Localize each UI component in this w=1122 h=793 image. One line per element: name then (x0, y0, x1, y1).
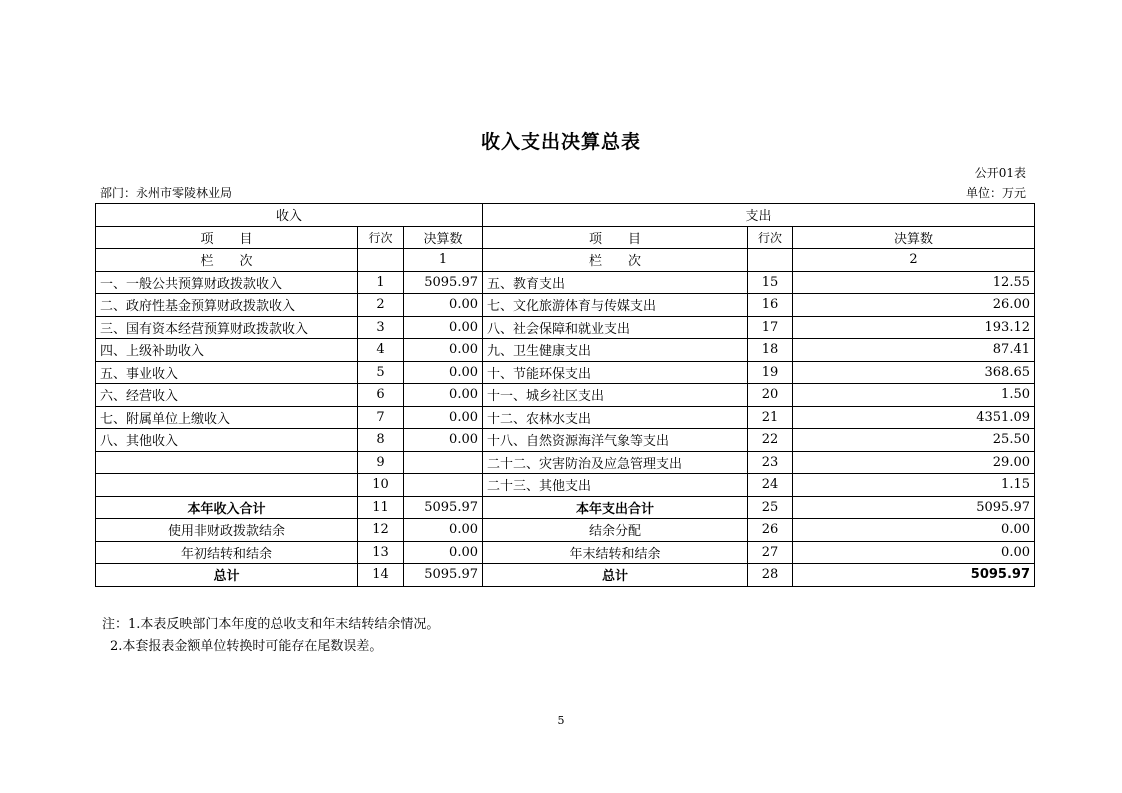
income-amount: 0.00 (404, 316, 483, 339)
income-amount: 0.00 (404, 361, 483, 384)
table-row (96, 361, 1035, 384)
table-row (96, 474, 1035, 497)
income-amount (404, 451, 483, 474)
table-row (96, 451, 1035, 474)
income-item: 八、其他收入 (96, 429, 358, 452)
income-item: 五、事业收入 (96, 361, 358, 384)
expense-line: 15 (748, 271, 793, 294)
expense-item: 九、卫生健康支出 (483, 339, 748, 362)
expense-line: 20 (748, 384, 793, 407)
header-row-column-numbers (96, 249, 1035, 272)
expense-column-number: 2 (793, 249, 1035, 272)
income-line: 9 (358, 451, 404, 474)
income-total-row (96, 496, 1035, 519)
income-item: 二、政府性基金预算财政拨款收入 (96, 294, 358, 317)
income-line: 10 (358, 474, 404, 497)
nonfiscal-label: 使用非财政拨款结余 (96, 519, 358, 542)
page-number: 5 (557, 714, 565, 727)
form-number: 公开01表 (974, 166, 1026, 180)
expense-item: 十、节能环保支出 (483, 361, 748, 384)
expense-item-header: 项 目 (483, 226, 748, 249)
table-row (96, 429, 1035, 452)
grand-expense-label: 总计 (483, 564, 748, 587)
grand-income-label: 总计 (96, 564, 358, 587)
income-item: 三、国有资本经营预算财政拨款收入 (96, 316, 358, 339)
income-column-label: 栏 次 (96, 249, 358, 272)
table-row (96, 406, 1035, 429)
distribution-amount: 0.00 (793, 519, 1035, 542)
income-item: 四、上级补助收入 (96, 339, 358, 362)
table-row (96, 271, 1035, 294)
income-amount: 0.00 (404, 384, 483, 407)
expense-amount: 1.50 (793, 384, 1035, 407)
expense-amount-header: 决算数 (793, 226, 1035, 249)
unit-label: 单位：万元 (965, 186, 1026, 200)
expense-item: 八、社会保障和就业支出 (483, 316, 748, 339)
carryover-row (96, 541, 1035, 564)
begin-label: 年初结转和结余 (96, 541, 358, 564)
expense-total-label: 本年支出合计 (483, 496, 748, 519)
income-amount-header: 决算数 (404, 226, 483, 249)
grand-expense-amount: 5095.97 (793, 564, 1035, 587)
table-row (96, 316, 1035, 339)
nonfiscal-row (96, 519, 1035, 542)
expense-line: 18 (748, 339, 793, 362)
income-amount: 0.00 (404, 406, 483, 429)
expense-item: 十八、自然资源海洋气象等支出 (483, 429, 748, 452)
grand-income-amount: 5095.97 (404, 564, 483, 587)
nonfiscal-line: 12 (358, 519, 404, 542)
income-amount (404, 474, 483, 497)
table-row (96, 294, 1035, 317)
expense-header: 支出 (483, 204, 1035, 227)
grand-total-row (96, 564, 1035, 587)
expense-line: 21 (748, 406, 793, 429)
expense-line: 17 (748, 316, 793, 339)
income-item: 一、一般公共预算财政拨款收入 (96, 271, 358, 294)
end-amount: 0.00 (793, 541, 1035, 564)
income-total-amount: 5095.97 (404, 496, 483, 519)
note-2: 2.本套报表金额单位转换时可能存在尾数误差。 (110, 639, 383, 654)
expense-amount: 1.15 (793, 474, 1035, 497)
income-amount: 0.00 (404, 294, 483, 317)
expense-item: 二十三、其他支出 (483, 474, 748, 497)
page-title: 收入支出决算总表 (480, 131, 641, 153)
income-item-header: 项 目 (96, 226, 358, 249)
end-label: 年末结转和结余 (483, 541, 748, 564)
grand-income-line: 14 (358, 564, 404, 587)
expense-line: 22 (748, 429, 793, 452)
income-item (96, 474, 358, 497)
begin-amount: 0.00 (404, 541, 483, 564)
income-line: 2 (358, 294, 404, 317)
expense-line-header: 行次 (748, 226, 793, 249)
income-amount: 0.00 (404, 429, 483, 452)
distribution-line: 26 (748, 519, 793, 542)
expense-column-label: 栏 次 (483, 249, 748, 272)
distribution-label: 结余分配 (483, 519, 748, 542)
header-row-section (96, 204, 1035, 227)
expense-amount: 368.65 (793, 361, 1035, 384)
income-line: 4 (358, 339, 404, 362)
header-row-columns (96, 226, 1035, 249)
expense-amount: 4351.09 (793, 406, 1035, 429)
department-label: 部门：永州市零陵林业局 (100, 186, 233, 200)
income-line: 8 (358, 429, 404, 452)
expense-amount: 25.50 (793, 429, 1035, 452)
income-total-line: 11 (358, 496, 404, 519)
expense-item: 十二、农林水支出 (483, 406, 748, 429)
income-header: 收入 (96, 204, 483, 227)
income-line: 5 (358, 361, 404, 384)
income-expense-table (95, 203, 1035, 587)
income-item (96, 451, 358, 474)
income-total-label: 本年收入合计 (96, 496, 358, 519)
expense-line: 24 (748, 474, 793, 497)
income-item: 七、附属单位上缴收入 (96, 406, 358, 429)
expense-item: 五、教育支出 (483, 271, 748, 294)
income-item: 六、经营收入 (96, 384, 358, 407)
nonfiscal-amount: 0.00 (404, 519, 483, 542)
income-column-number: 1 (404, 249, 483, 272)
income-line: 6 (358, 384, 404, 407)
expense-item: 七、文化旅游体育与传媒支出 (483, 294, 748, 317)
expense-item: 十一、城乡社区支出 (483, 384, 748, 407)
income-line-header: 行次 (358, 226, 404, 249)
income-line: 3 (358, 316, 404, 339)
note-1: 注：1.本表反映部门本年度的总收支和年末结转结余情况。 (102, 617, 440, 632)
expense-amount: 12.55 (793, 271, 1035, 294)
income-amount: 5095.97 (404, 271, 483, 294)
expense-line: 23 (748, 451, 793, 474)
begin-line: 13 (358, 541, 404, 564)
empty-cell (748, 249, 793, 272)
expense-amount: 29.00 (793, 451, 1035, 474)
income-line: 1 (358, 271, 404, 294)
income-line: 7 (358, 406, 404, 429)
expense-amount: 193.12 (793, 316, 1035, 339)
expense-line: 19 (748, 361, 793, 384)
expense-total-line: 25 (748, 496, 793, 519)
expense-line: 16 (748, 294, 793, 317)
table-row (96, 384, 1035, 407)
table-row (96, 339, 1035, 362)
income-amount: 0.00 (404, 339, 483, 362)
expense-amount: 87.41 (793, 339, 1035, 362)
expense-amount: 26.00 (793, 294, 1035, 317)
end-line: 27 (748, 541, 793, 564)
expense-item: 二十二、灾害防治及应急管理支出 (483, 451, 748, 474)
expense-total-amount: 5095.97 (793, 496, 1035, 519)
empty-cell (358, 249, 404, 272)
grand-expense-line: 28 (748, 564, 793, 587)
